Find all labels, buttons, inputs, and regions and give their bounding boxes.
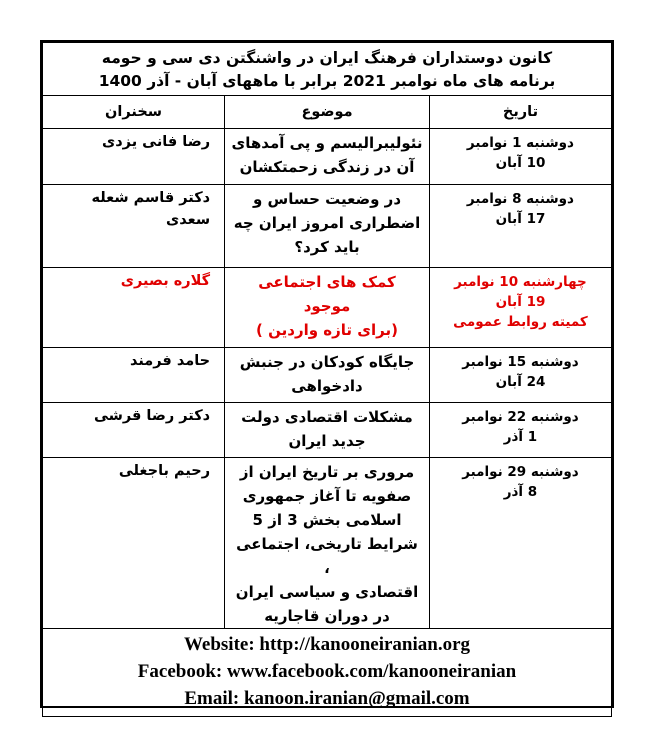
header-date: تاریخ	[429, 96, 611, 129]
row-speaker: رحیم باجغلی	[43, 458, 225, 629]
contact-footer	[43, 629, 612, 717]
row-topic: کمک های اجتماعی موجود (برای تازه واردین )	[225, 268, 430, 348]
table-row	[43, 129, 612, 185]
row-topic: در وضعیت حساس و اضطراری امروز ایران چه باید کرد؟	[225, 185, 430, 268]
row-topic: نئولیبرالیسم و پی آمدهای آن در زندگی زحمتکشان	[225, 129, 430, 185]
row-date: دوشنبه 1 نوامبر 10 آبان	[429, 129, 611, 185]
program-sheet	[40, 40, 614, 708]
header-topic: موضوع	[225, 96, 430, 129]
row-speaker: دکتر قاسم شعله سعدی	[43, 185, 225, 268]
row-date: دوشنبه 29 نوامبر 8 آذر	[429, 458, 611, 629]
row-speaker: گلاره بصیری	[43, 268, 225, 348]
row-topic: مروری بر تاریخ ایران از صفویه تا آغاز جمهوری اسلامی بخش 3 از 5 شرایط تاریخی، اجتماعی ، اقتصادی و سیاسی ایران در دوران قاجاریه	[225, 458, 430, 629]
table-row	[43, 348, 612, 403]
table-row	[43, 458, 612, 629]
row-date: چهارشنبه 10 نوامبر 19 آبان کمیته روابط عمومی	[429, 268, 611, 348]
title-line-2: برنامه های ماه نوامبر 2021 برابر با ماههای آبان - آذر 1400	[98, 72, 556, 90]
row-date: دوشنبه 15 نوامبر 24 آبان	[429, 348, 611, 403]
row-topic: مشکلات اقتصادی دولت جدید ایران	[225, 403, 430, 458]
facebook-link[interactable]: Facebook: www.facebook.com/kanooneiranian	[137, 661, 517, 682]
email-link[interactable]: Email: kanoon.iranian@gmail.com	[184, 688, 470, 709]
row-speaker: حامد فرمند	[43, 348, 225, 403]
website-link[interactable]: Website: http://kanooneiranian.org	[183, 634, 471, 655]
title-line-1: کانون دوستداران فرهنگ ایران در واشنگتن دی سی و حومه	[101, 49, 553, 67]
table-row	[43, 403, 612, 458]
row-date: دوشنبه 22 نوامبر 1 آذر	[429, 403, 611, 458]
row-date: دوشنبه 8 نوامبر 17 آبان	[429, 185, 611, 268]
table-row	[43, 185, 612, 268]
page-title	[43, 43, 612, 96]
row-topic: جایگاه کودکان در جنبش دادخواهی	[225, 348, 430, 403]
header-speaker: سخنران	[43, 96, 225, 129]
row-speaker: رضا فانی یزدی	[43, 129, 225, 185]
table-row	[43, 268, 612, 348]
program-table	[42, 42, 612, 717]
row-speaker: دکتر رضا قرشی	[43, 403, 225, 458]
table-header	[43, 96, 612, 129]
